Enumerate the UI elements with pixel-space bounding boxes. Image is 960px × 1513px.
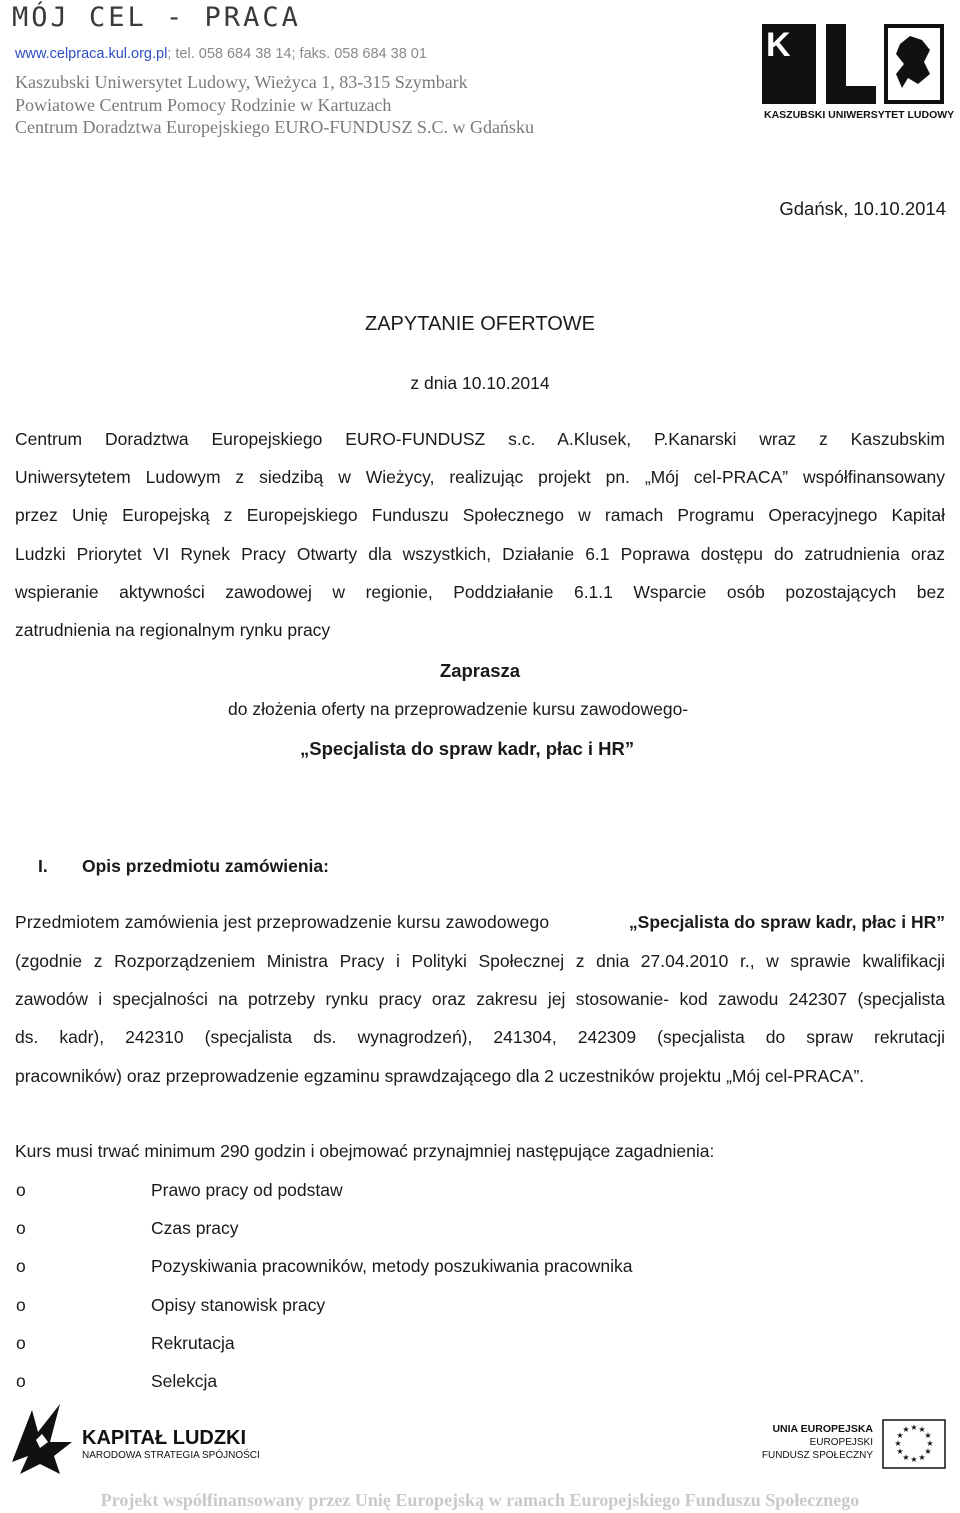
document-title: ZAPYTANIE OFERTOWE	[364, 313, 596, 335]
svg-text:★: ★	[902, 1425, 910, 1434]
footer-note: Projekt współfinansowany przez Unię Europejską w ramach Europejskiego Funduszu Społecznego	[100, 1490, 860, 1510]
list-bullet: o	[16, 1333, 26, 1353]
intro-line: Uniwersytetem Ludowym z siedzibą w Wieżycy, realizując projekt pn. „Mój cel-PRACA” współfinansowany	[15, 467, 945, 487]
kl-title: KAPITAŁ LUDZKI	[82, 1427, 247, 1449]
list-item: Selekcja	[151, 1371, 218, 1391]
contact-line	[15, 46, 427, 62]
description-line: pracowników) oraz przeprowadzenie egzaminu sprawdzającego dla 2 uczestników projektu „Mój cel-PRACA”.	[15, 1066, 865, 1086]
list-item: Rekrutacja	[151, 1333, 235, 1353]
svg-text:★: ★	[902, 1453, 910, 1462]
intro-line: przez Unię Europejską z Europejskiego Funduszu Społecznego w ramach Programu Operacyjnego Kapitał	[15, 505, 945, 525]
svg-text:★: ★	[896, 1447, 904, 1456]
phone-fax: ; tel. 058 684 38 14; faks. 058 684 38 01	[167, 46, 427, 62]
svg-text:★: ★	[894, 1439, 902, 1448]
invite-text: do złożenia oferty na przeprowadzenie kursu zawodowego-	[228, 699, 689, 719]
svg-text:★: ★	[910, 1455, 918, 1464]
header-partner-1: Powiatowe Centrum Pomocy Rodzinie w Kartuzach	[15, 95, 392, 115]
svg-text:★: ★	[926, 1439, 934, 1448]
course-requirement: Kurs musi trwać minimum 290 godzin i obejmować przynajmniej następujące zagadnienia:	[15, 1141, 715, 1161]
svg-text:★: ★	[910, 1423, 918, 1432]
kul-logo	[760, 22, 955, 122]
description-line: zawodów i specjalności na potrzeby rynku pracy oraz zakresu jej stosowanie- kod zawodu 242307 (specjalista	[15, 989, 945, 1009]
header-partner-2: Centrum Doradztwa Europejskiego EURO-FUNDUSZ S.C. w Gdańsku	[15, 117, 534, 137]
eu-efs-logo	[761, 1418, 947, 1474]
svg-text:★: ★	[924, 1431, 932, 1440]
course-title: „Specjalista do spraw kadr, płac i HR”	[300, 738, 635, 759]
list-bullet: o	[16, 1180, 26, 1200]
list-bullet: o	[16, 1218, 26, 1238]
description-line	[15, 912, 945, 933]
eu-line-2: EUROPEJSKI	[809, 1437, 873, 1448]
svg-text:★: ★	[896, 1431, 904, 1440]
description-text: Przedmiotem zamówienia jest przeprowadzenie kursu zawodowego	[15, 912, 550, 932]
list-bullet: o	[16, 1295, 26, 1315]
intro-line: wspieranie aktywności zawodowej w regionie, Poddziałanie 6.1.1 Wsparcie osób pozostających bez	[15, 582, 945, 602]
svg-text:K: K	[766, 26, 791, 64]
header-address: Kaszubski Uniwersytet Ludowy, Wieżyca 1, 83-315 Szymbark	[15, 72, 468, 92]
svg-text:★: ★	[918, 1425, 926, 1434]
list-item: Prawo pracy od podstaw	[151, 1180, 343, 1200]
eu-line-3: FUNDUSZ SPOŁECZNY	[761, 1450, 873, 1461]
kapital-ludzki-logo	[10, 1402, 280, 1477]
document-subdate: z dnia 10.10.2014	[410, 373, 550, 393]
svg-text:★: ★	[918, 1453, 926, 1462]
intro-line: zatrudnienia na regionalnym rynku pracy	[15, 620, 331, 640]
list-item: Czas pracy	[151, 1218, 239, 1238]
list-item: Pozyskiwania pracowników, metody poszukiwania pracownika	[151, 1256, 633, 1276]
description-line: ds. kadr), 242310 (specjalista ds. wynagrodzeń), 241304, 242309 (specjalista do spraw rekrutacji	[15, 1027, 945, 1047]
list-item: Opisy stanowisk pracy	[151, 1295, 326, 1315]
intro-line: Centrum Doradztwa Europejskiego EURO-FUNDUSZ s.c. A.Klusek, P.Kanarski wraz z Kaszubskim	[15, 429, 945, 449]
eu-line-1: UNIA EUROPEJSKA	[772, 1423, 873, 1435]
brand-title: MÓJ CEL - PRACA	[12, 2, 301, 33]
intro-line: Ludzki Priorytet VI Rynek Pracy Otwarty dla wszystkich, Działanie 6.1 Poprawa dostępu do zatrudnienia oraz	[15, 544, 945, 564]
list-bullet: o	[16, 1256, 26, 1276]
kl-subtitle: NARODOWA STRATEGIA SPÓJNOŚCI	[82, 1450, 260, 1461]
description-line: (zgodnie z Rozporządzeniem Ministra Pracy i Polityki Społecznej z dnia 27.04.2010 r., w sprawie kwalifikacji	[15, 951, 945, 971]
svg-text:★: ★	[924, 1447, 932, 1456]
invite-heading: Zaprasza	[439, 660, 521, 681]
document-date: Gdańsk, 10.10.2014	[779, 198, 946, 219]
section-title: Opis przedmiotu zamówienia:	[82, 856, 329, 876]
list-bullet: o	[16, 1371, 26, 1391]
course-name-bold: „Specjalista do spraw kadr, płac i HR”	[628, 912, 945, 932]
section-number: I.	[38, 856, 48, 876]
kul-logo-caption: KASZUBSKI UNIWERSYTET LUDOWY	[764, 109, 955, 121]
website-link[interactable]: www.celpraca.kul.org.pl	[15, 46, 168, 62]
